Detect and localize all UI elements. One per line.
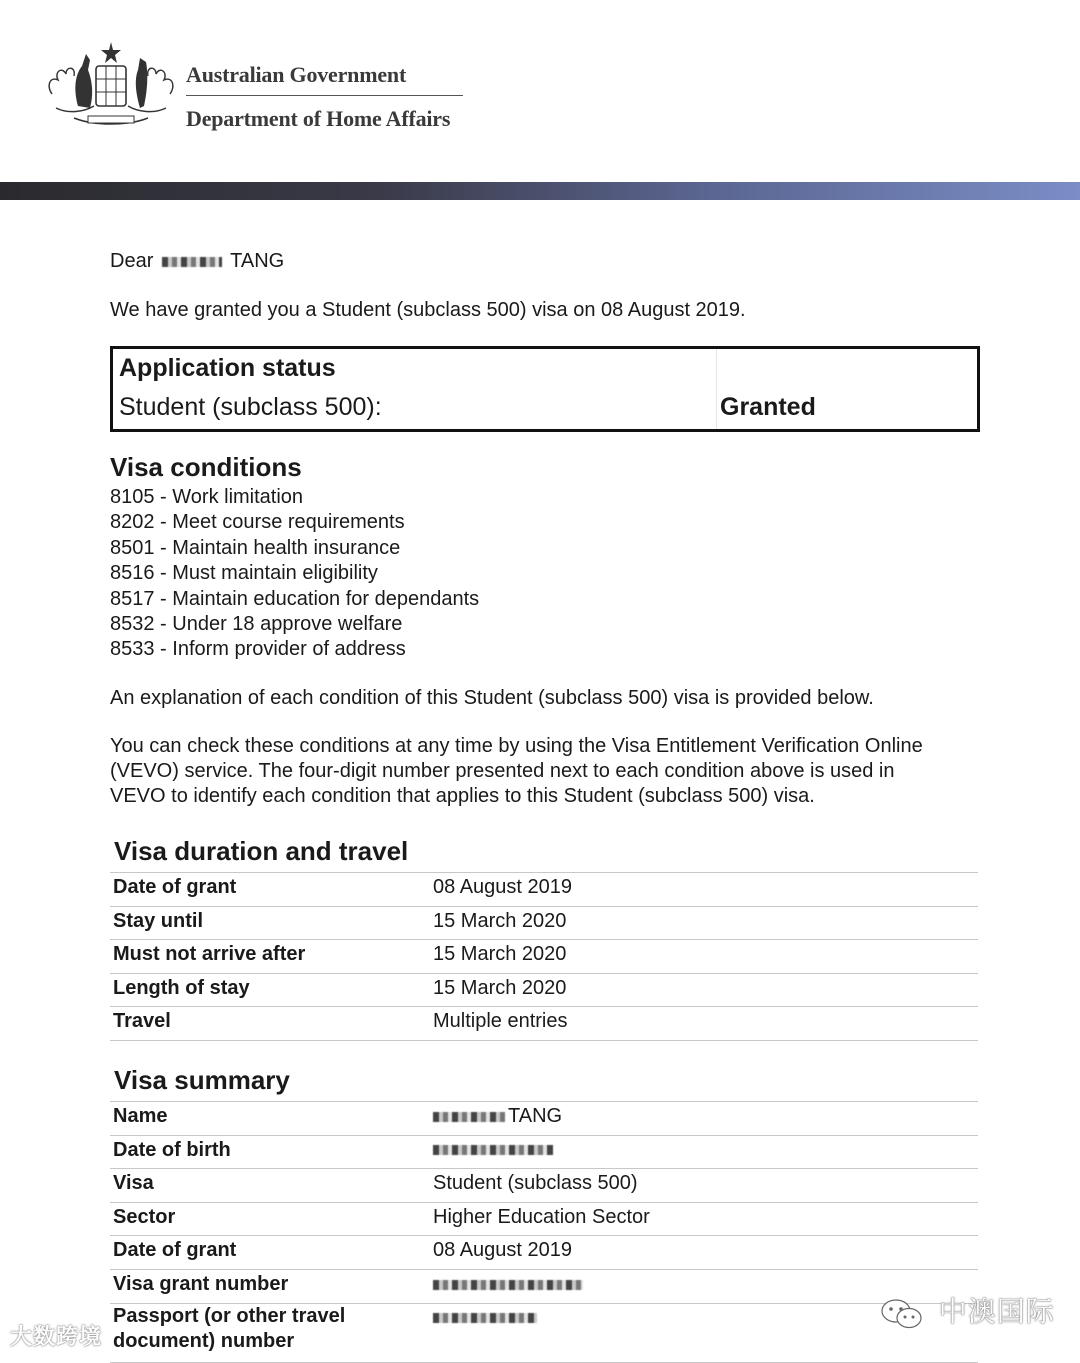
table-row <box>110 1135 978 1169</box>
salutation <box>110 249 284 274</box>
application-status-box <box>110 346 980 432</box>
grant-sentence: We have granted you a Student (subclass 500) visa on 08 August 2019. <box>110 299 746 321</box>
redacted-passport-number <box>433 1313 537 1323</box>
coat-of-arms-icon <box>44 36 178 130</box>
condition-item: 8517 - Maintain education for dependants <box>110 587 480 610</box>
table-row <box>110 872 978 906</box>
government-name: Australian Government <box>186 62 407 87</box>
duration-table <box>110 872 978 1041</box>
condition-item: 8105 - Work limitation <box>110 486 304 508</box>
row-value: Higher Education Sector <box>433 1205 650 1228</box>
table-row <box>110 906 978 940</box>
row-label: Must not arrive after <box>113 943 306 966</box>
row-value: 08 August 2019 <box>433 1239 573 1262</box>
status-divider <box>716 349 717 429</box>
salutation-word: Dear <box>110 250 154 272</box>
department-name: Department of Home Affairs <box>186 106 451 131</box>
row-value <box>433 1105 562 1128</box>
letterhead-band <box>0 182 1080 200</box>
visa-conditions-list <box>110 485 479 663</box>
visa-conditions-heading: Visa conditions <box>110 452 302 482</box>
wechat-icon <box>880 1297 924 1331</box>
condition-item: 8202 - Meet course requirements <box>110 511 405 534</box>
condition-item: 8532 - Under 18 approve welfare <box>110 613 403 636</box>
summary-surname: TANG <box>508 1105 563 1127</box>
row-value <box>433 1307 540 1330</box>
row-value: 15 March 2020 <box>433 943 567 966</box>
summary-table <box>110 1101 978 1363</box>
table-row <box>110 1235 978 1269</box>
row-value: Student (subclass 500) <box>433 1172 638 1195</box>
watermark-right-text: 中澳国际 <box>938 1296 1055 1327</box>
table-row <box>110 1269 978 1303</box>
redacted-given-name <box>162 257 222 267</box>
vevo-line: VEVO to identify each condition that applies to this Student (subclass 500) visa. <box>110 785 815 807</box>
row-value <box>433 1273 586 1296</box>
condition-item: 8516 - Must maintain eligibility <box>110 562 378 585</box>
vevo-line: (VEVO) service. The four-digit number presented next to each condition above is used in <box>110 760 895 782</box>
table-row <box>110 1168 978 1202</box>
duration-heading: Visa duration and travel <box>114 836 409 866</box>
watermark-right <box>880 1290 1055 1331</box>
row-label: Travel <box>113 1010 171 1033</box>
table-row <box>110 939 978 973</box>
label-line: document) number <box>113 1329 295 1352</box>
table-row <box>110 1303 978 1363</box>
row-value: 15 March 2020 <box>433 909 567 932</box>
conditions-explanation: An explanation of each condition of this Student (subclass 500) visa is provided below. <box>110 687 874 709</box>
redacted-grant-number <box>433 1280 583 1290</box>
vevo-line: You can check these conditions at any time by using the Visa Entitlement Verification Online <box>110 735 923 757</box>
watermark-left-text: 大数跨境 <box>10 1324 103 1349</box>
recipient-surname: TANG <box>230 250 285 272</box>
summary-heading: Visa summary <box>114 1065 290 1095</box>
application-status-label: Student (subclass 500): <box>119 393 382 421</box>
row-label: Sector <box>113 1205 176 1228</box>
table-row <box>110 1006 978 1041</box>
row-label: Date of grant <box>113 876 237 898</box>
row-label: Visa <box>113 1172 154 1195</box>
table-row <box>110 1101 978 1135</box>
label-line: Passport (or other travel <box>113 1304 346 1327</box>
vevo-paragraph <box>110 734 923 809</box>
redacted-date-of-birth <box>433 1145 553 1155</box>
condition-item: 8533 - Inform provider of address <box>110 638 406 661</box>
redacted-given-name <box>433 1112 505 1122</box>
row-label <box>113 1304 345 1354</box>
application-status-title: Application status <box>119 354 336 382</box>
watermark-left <box>10 1320 102 1351</box>
condition-item: 8501 - Maintain health insurance <box>110 536 401 559</box>
row-value: Multiple entries <box>433 1010 568 1033</box>
table-row <box>110 1202 978 1236</box>
row-value: 15 March 2020 <box>433 976 567 999</box>
row-value: 08 August 2019 <box>433 876 573 898</box>
row-label: Name <box>113 1105 168 1127</box>
application-status-value: Granted <box>720 393 816 421</box>
row-label: Visa grant number <box>113 1272 289 1295</box>
row-label: Date of birth <box>113 1138 231 1161</box>
row-label: Date of grant <box>113 1239 237 1262</box>
row-value <box>433 1139 556 1162</box>
table-row <box>110 973 978 1007</box>
row-label: Length of stay <box>113 976 250 999</box>
letterhead-rule <box>186 95 463 96</box>
letterhead <box>0 0 1080 200</box>
row-label: Stay until <box>113 909 204 932</box>
